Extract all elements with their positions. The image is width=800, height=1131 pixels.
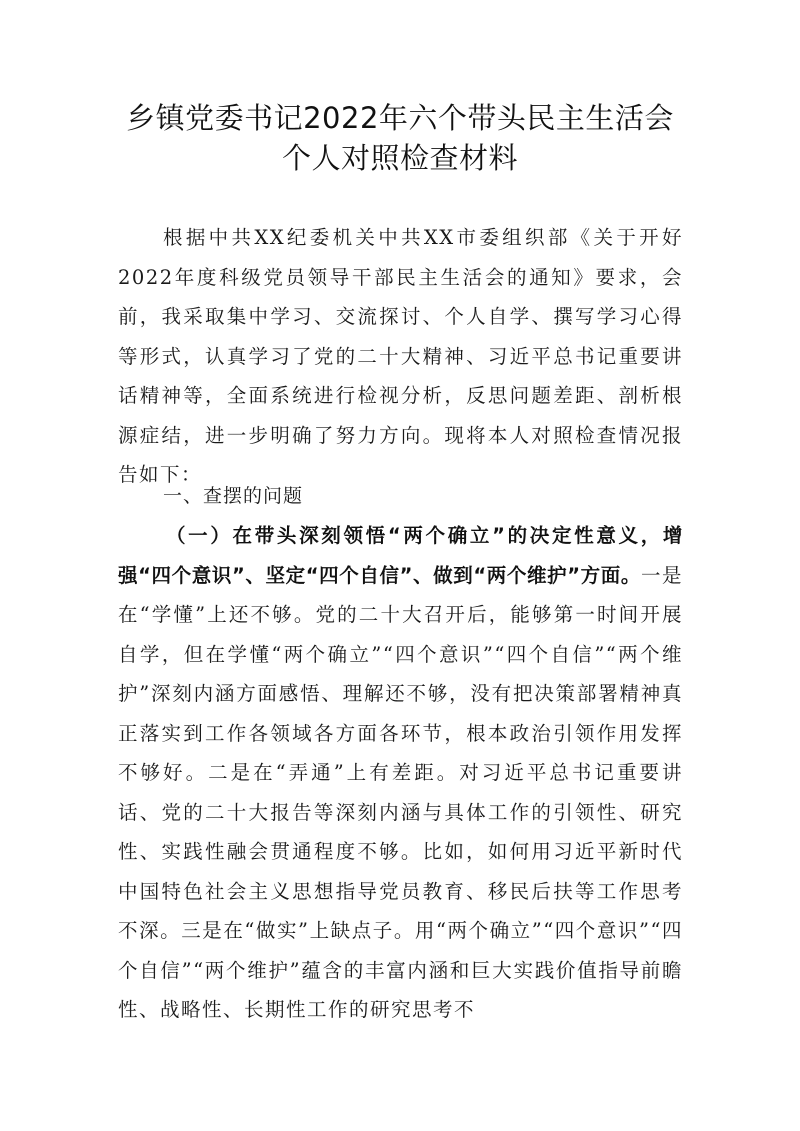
document-title-line-2: 个人对照检查材料 — [281, 141, 518, 175]
subsection-paragraph — [118, 516, 683, 1030]
section-heading: 一、查摆的问题 — [163, 485, 304, 507]
document-title-line-1: 乡镇党委书记2022年六个带头民主生活会 — [126, 101, 674, 135]
intro-paragraph: 根据中共XX纪委机关中共XX市委组织部《关于开好2022年度科级党员领导干部民主生活会的通知》要求，会前，我采取集中学习、交流探讨、个人自学、撰写学习心得等形式，认真学习了党的二十大精神、习近平总书记重要讲话精神等，全面系统进行检视分析，反思问题差距、剖析根源症结，进一步明确了努力方向。现将本人对照检查情况报告如下： — [118, 226, 683, 486]
subsection-body: 一是在“学懂”上还不够。党的二十大召开后，能够第一时间开展自学，但在学懂“两个确立”“四个意识”“四个自信”“两个维护”深刻内涵方面感悟、理解还不够，没有把决策部署精神真正落实到工作各领域各方面各环节，根本政治引领作用发挥不够好。二是在“弄通”上有差距。对习近平总书记重要讲话、党的二十大报告等深刻内涵与具体工作的引领性、研究性、实践性融会贯通程度不够。比如，如何用习近平新时代中国特色社会主义思想指导党员教育、移民后扶等工作思考不深。三是在“做实”上缺点子。用“两个确立”“四个意识”“四个自信”“两个维护”蕴含的丰富内涵和巨大实践价值指导前瞻性、战略性、长期性工作的研究思考不 — [118, 563, 683, 1021]
subsection-heading: （一）在带头深刻领悟“两个确立”的决定性意义，增强“四个意识”、坚定“四个自信”、做到“两个维护”方面。 — [118, 524, 683, 587]
